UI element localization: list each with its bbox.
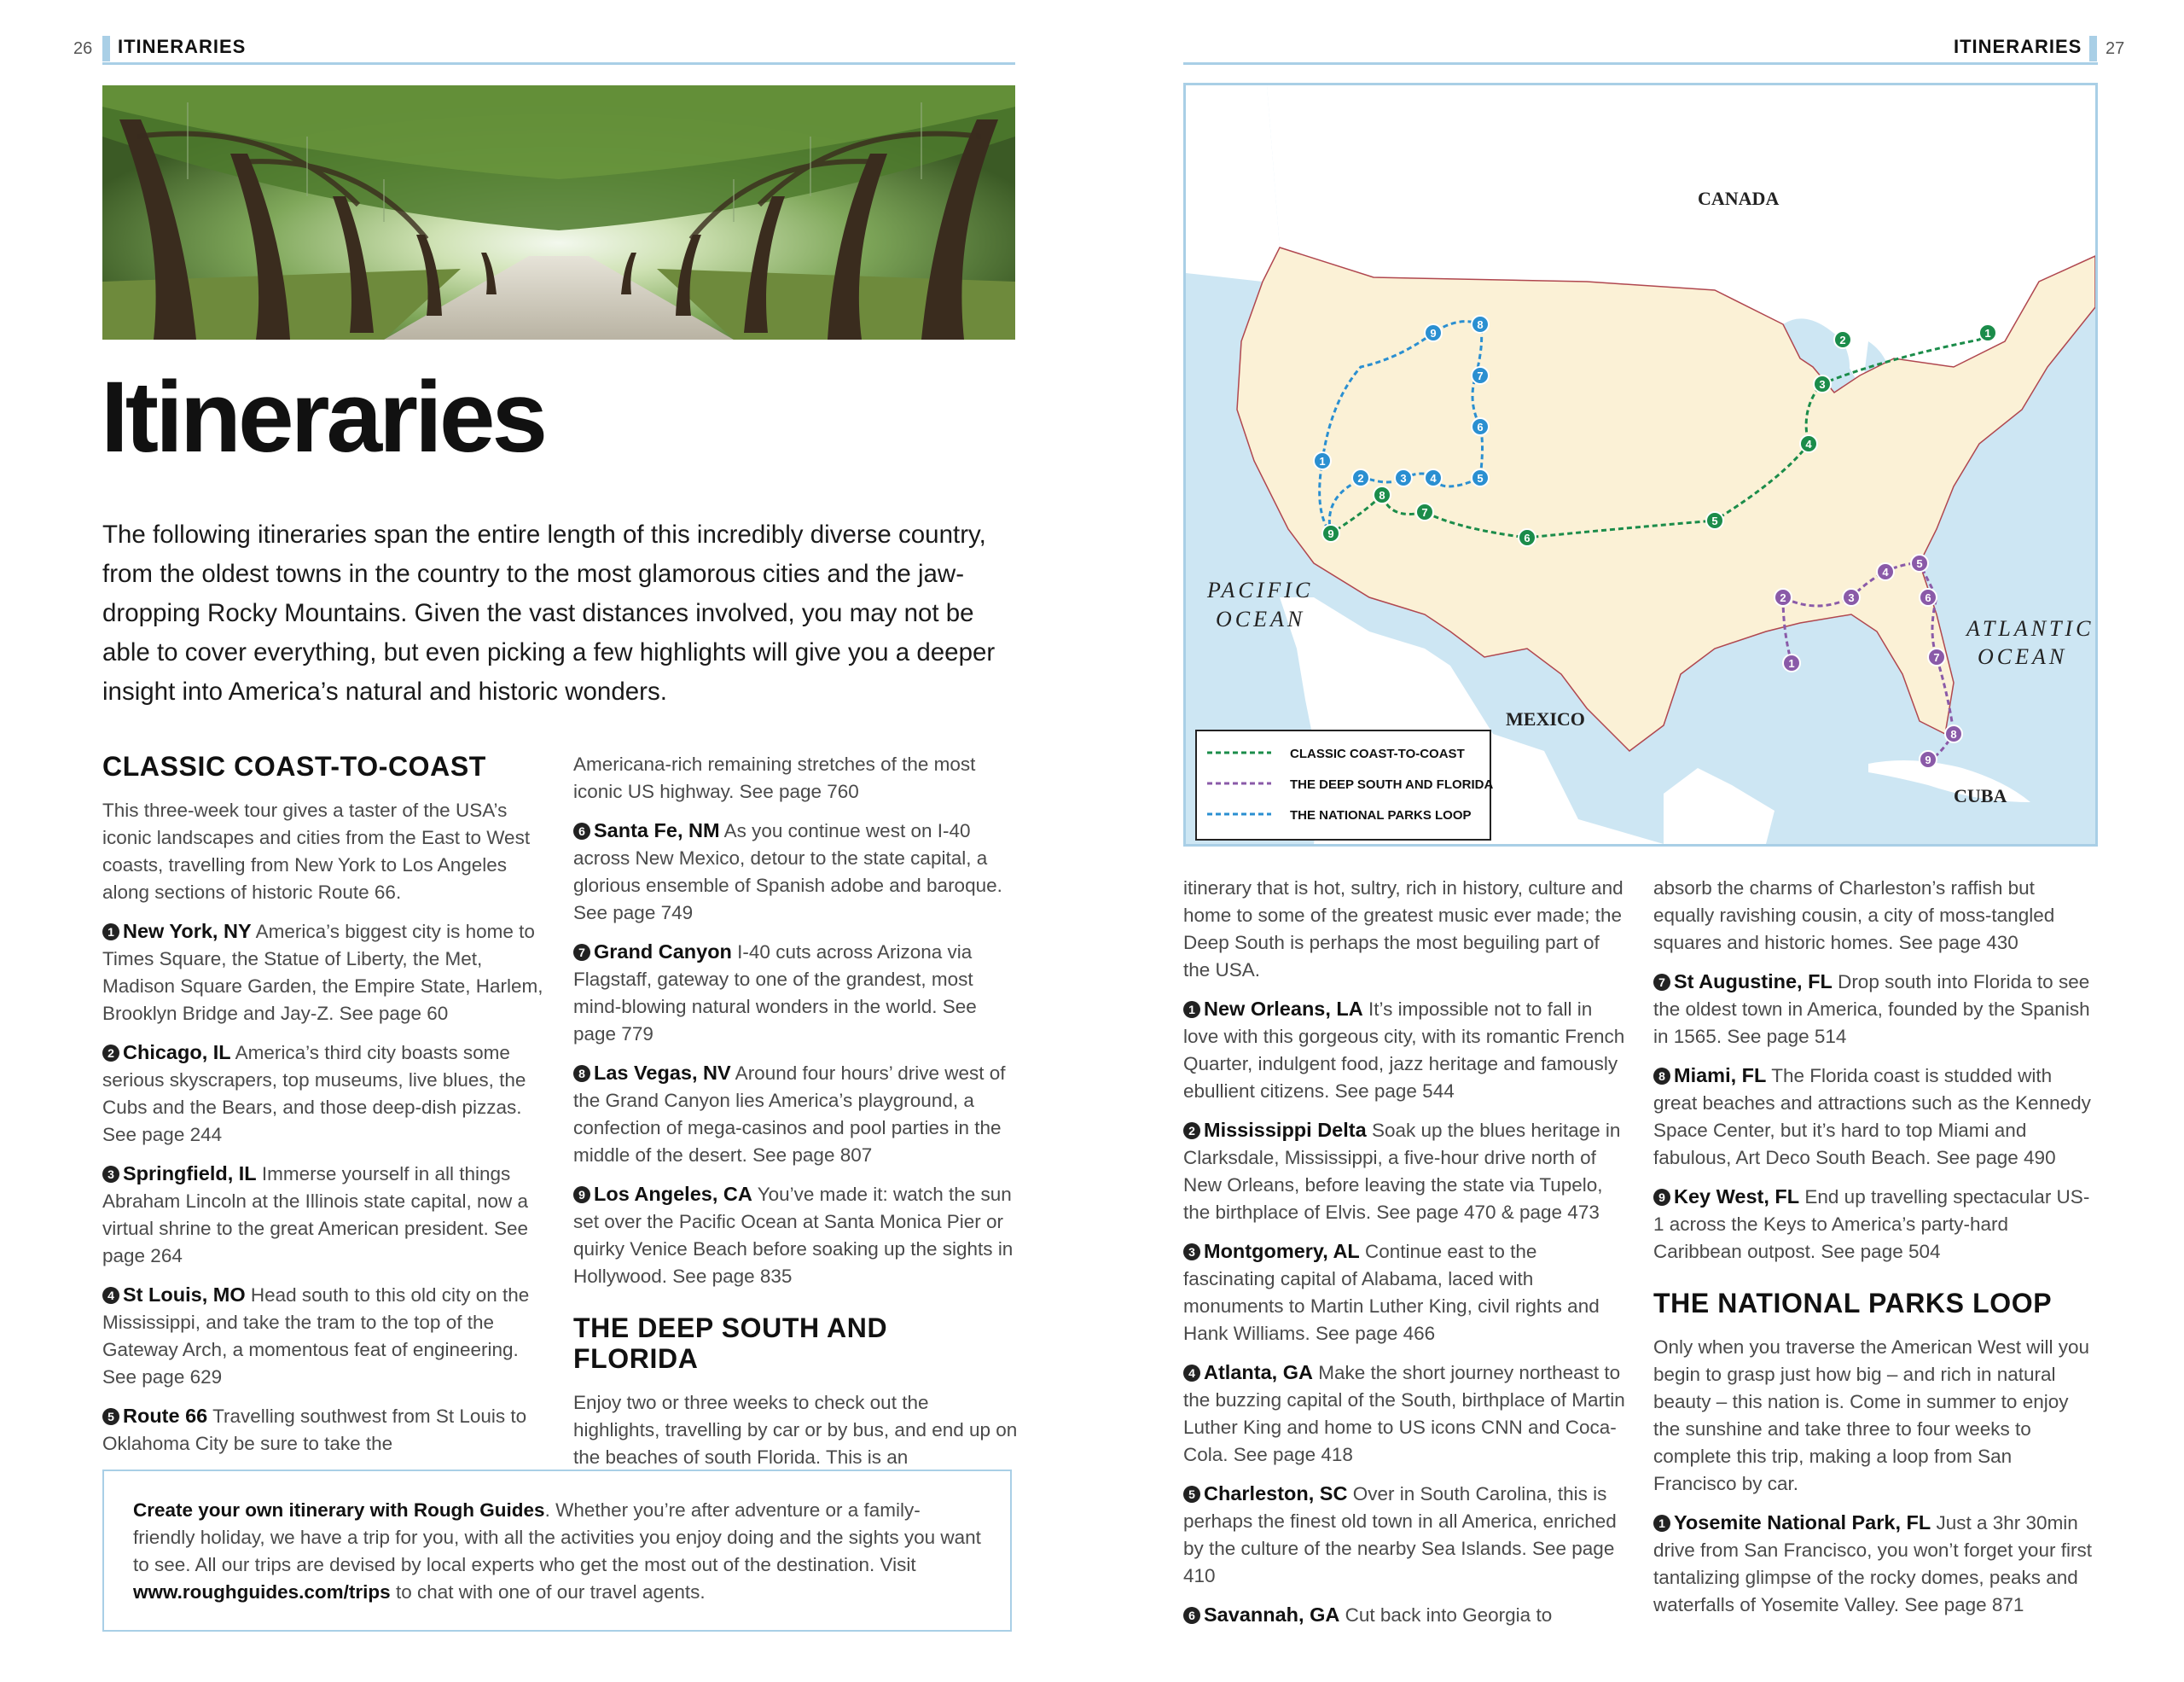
promo-box: [102, 1470, 1012, 1632]
south-stop: [1183, 1116, 1627, 1226]
stop-name: Santa Fe, NM: [594, 819, 720, 841]
coast-stop: [573, 938, 1019, 1048]
stop-number: 6: [1183, 1607, 1200, 1624]
parks-marker-label: 1: [1319, 455, 1326, 468]
stop-number: 4: [102, 1287, 119, 1304]
south-stop: [1653, 1183, 2097, 1266]
south-marker-label: 3: [1848, 591, 1855, 604]
parks-marker-label: 3: [1400, 472, 1407, 485]
stop-number: 5: [1183, 1486, 1200, 1503]
left-running-head-marker: [102, 36, 110, 61]
south-marker-label: 7: [1933, 651, 1940, 664]
parks-marker-label: 2: [1357, 472, 1364, 485]
stop-name: Springfield, IL: [123, 1162, 257, 1184]
promo-text: . Whether you’re after adventure or a family-friendly holiday, we have a trip for you, with all the activities you enjoy doing and the sights you want to see. All our trips are devised by local experts who get the most out of the destination. Visit: [133, 1499, 981, 1575]
right-page-number: 27: [2106, 39, 2125, 58]
south-stop: [1183, 995, 1627, 1105]
stop-number: 1: [102, 923, 119, 940]
coast-marker-label: 7: [1421, 506, 1428, 519]
canada-label: CANADA: [1698, 188, 1780, 209]
stop-description: Soak up the blues heritage in Clarksdale, Mississippi, a five-hour drive north of New Orleans, before leaving the state via Tupelo, the birthplace of Elvis. See page 470 & page 473: [1183, 1120, 1621, 1223]
stop-description: Make the short journey northeast to the buzzing capital of the South, birthplace of Martin Luther King and home to US icons CNN and Coca-Cola. See page 418: [1183, 1362, 1625, 1465]
parks-marker-label: 6: [1477, 421, 1484, 434]
stop-number: 2: [102, 1045, 119, 1062]
oak-avenue-photo: [102, 85, 1015, 340]
pacific-label-1: PACIFIC: [1207, 578, 1314, 602]
south-marker-label: 2: [1780, 591, 1786, 604]
stop-name: Grand Canyon: [594, 940, 732, 963]
stop-name: Montgomery, AL: [1204, 1240, 1360, 1262]
coast-stop: [102, 1039, 546, 1149]
stop-number: 3: [1183, 1243, 1200, 1260]
south-stop: [1183, 1359, 1627, 1469]
parks-stop: [1653, 1509, 2097, 1619]
south-stop: [1183, 1480, 1627, 1590]
right-running-head-marker: [2089, 36, 2097, 61]
stop-number: 7: [1653, 974, 1670, 991]
promo-link[interactable]: www.roughguides.com/trips: [133, 1581, 391, 1603]
parks-marker-label: 4: [1430, 472, 1437, 485]
stop-description: Drop south into Florida to see the oldest town in America, founded by the Spanish in 1565. See page 514: [1653, 971, 2090, 1047]
column-2: [573, 751, 1019, 1482]
right-head-rule: [1183, 62, 2098, 65]
legend-label-coast: CLASSIC COAST-TO-COAST: [1290, 747, 1465, 761]
left-running-head: ITINERARIES: [118, 36, 247, 57]
stop-description: It’s impossible not to fall in love with this gorgeous city, with its romantic French Quarter, indulgent food, jazz heritage and famously ebullient citizens. See page 544: [1183, 998, 1625, 1102]
coast-heading: CLASSIC COAST-TO-COAST: [102, 751, 486, 782]
parks-marker-label: 7: [1477, 370, 1484, 382]
stop-name: Atlanta, GA: [1204, 1361, 1313, 1383]
stop-name: Savannah, GA: [1204, 1603, 1340, 1626]
coast-marker-label: 2: [1839, 334, 1846, 346]
stop-number: 8: [573, 1065, 590, 1082]
stop-description: Over in South Carolina, this is perhaps the finest old town in all America, enriched by the culture of the nearby Sea Islands. See page 410: [1183, 1483, 1617, 1586]
stop-name: Charleston, SC: [1204, 1482, 1348, 1504]
stop-name: New York, NY: [123, 920, 252, 942]
map-legend: [1196, 730, 1494, 840]
south-marker-label: 8: [1950, 728, 1957, 741]
south-stop: [1183, 1601, 1627, 1629]
south-stop: [1653, 968, 2097, 1051]
parks-marker-label: 5: [1477, 472, 1484, 485]
coast-stop: [573, 1180, 1019, 1290]
south-continued: itinerary that is hot, sultry, rich in history, culture and home to some of the greatest music ever made; the Deep South is perhaps the most beguiling part of the USA.: [1183, 877, 1623, 981]
promo-lead: Create your own itinerary with Rough Guides: [133, 1499, 545, 1521]
stop-name: Los Angeles, CA: [594, 1183, 752, 1205]
south-marker-label: 6: [1925, 591, 1931, 604]
legend-label-south: THE DEEP SOUTH AND FLORIDA: [1290, 777, 1494, 792]
south-marker-label: 5: [1916, 557, 1923, 570]
south-stop: [1653, 1062, 2097, 1172]
column-3: [1183, 875, 1627, 1640]
page-title: Itineraries: [101, 361, 545, 474]
stop-description: Cut back into Georgia to: [1339, 1604, 1553, 1626]
coast-stop: [102, 1281, 546, 1391]
parks-heading: THE NATIONAL PARKS LOOP: [1653, 1288, 2053, 1318]
coast-stop: [573, 1059, 1019, 1169]
parks-marker-label: 8: [1477, 318, 1484, 331]
stop-description: Head south to this old city on the Mississippi, and take the tram to the top of the Gateway Arch, a momentous feat of engineering. See page 629: [102, 1284, 530, 1388]
stop-number: 9: [1653, 1189, 1670, 1206]
coast-marker-label: 3: [1819, 378, 1826, 391]
coast-marker-label: 4: [1805, 438, 1812, 451]
stop-name: St Augustine, FL: [1674, 970, 1833, 992]
stop-number: 8: [1653, 1068, 1670, 1085]
south-stops-list: [1183, 995, 1627, 1629]
atlantic-label-1: ATLANTIC: [1966, 616, 2094, 641]
coast-stop: [102, 1402, 546, 1458]
stop-name: Las Vegas, NV: [594, 1062, 731, 1084]
stop-name: Yosemite National Park, FL: [1674, 1511, 1931, 1534]
coast-marker-label: 9: [1327, 527, 1334, 540]
coast-stop: [102, 1160, 546, 1270]
south-marker-label: 9: [1925, 754, 1931, 766]
stop-description: End up travelling spectacular US-1 across the Keys to America’s party-hard Caribbean outpost. See page 504: [1653, 1186, 2090, 1262]
parks-intro: Only when you traverse the American West will you begin to grasp just how big – and rich in natural beauty – this nation is. Come in summer to enjoy the sunshine and take three to four weeks to complete this trip, making a loop from San Francisco by car.: [1653, 1336, 2090, 1494]
right-running-head: ITINERARIES: [1954, 36, 2082, 57]
stop-number: 5: [102, 1408, 119, 1425]
stop-description: As you continue west on I-40 across New Mexico, detour to the state capital, a glorious ensemble of Spanish adobe and baroque. See page 749: [573, 820, 1002, 923]
coast-marker-label: 1: [1984, 327, 1991, 340]
pacific-label-2: OCEAN: [1216, 607, 1306, 631]
coast-marker-label: 8: [1379, 489, 1385, 502]
coast-continued: Americana-rich remaining stretches of the most iconic US highway. See page 760: [573, 754, 976, 802]
column-4: [1653, 875, 2097, 1630]
south-intro: Enjoy two or three weeks to check out the highlights, travelling by car or by bus, and end up on the beaches of south Florida. This is an: [573, 1392, 1018, 1468]
stop-description: Around four hours’ drive west of the Grand Canyon lies America’s playground, a confection of mega-casinos and pool parties in the middle of the desert. See page 807: [573, 1062, 1006, 1166]
stop-number: 2: [1183, 1122, 1200, 1139]
left-page-number: 26: [73, 39, 93, 58]
stop-number: 1: [1183, 1001, 1200, 1018]
stop-description: Immerse yourself in all things Abraham Lincoln at the Illinois state capital, now a virtual shrine to the great American president. See page 264: [102, 1163, 529, 1266]
coast-marker-label: 5: [1711, 515, 1718, 527]
stop-description: America’s third city boasts some serious skyscrapers, top museums, live blues, the Cubs and the Bears, and those deep-dish pizzas. See page 244: [102, 1042, 526, 1145]
stop-name: New Orleans, LA: [1204, 998, 1363, 1020]
coast-intro: This three-week tour gives a taster of the USA’s iconic landscapes and cities from the East to West coasts, travelling from New York to Los Angeles along sections of historic Route 66.: [102, 800, 531, 903]
stop-number: 3: [102, 1166, 119, 1183]
stop-description: Travelling southwest from St Louis to Oklahoma City be sure to take the: [102, 1406, 527, 1454]
stop-description: I-40 cuts across Arizona via Flagstaff, gateway to one of the grandest, most mind-blowing natural wonders in the world. See page 779: [573, 941, 977, 1045]
south-marker-label: 4: [1882, 566, 1889, 579]
parks-stops-list: [1653, 1509, 2097, 1619]
coast-stop: [102, 917, 546, 1027]
south-stop: [1183, 1237, 1627, 1347]
south-marker-label: 1: [1788, 657, 1795, 670]
promo-tail: to chat with one of our travel agents.: [390, 1581, 706, 1603]
stop-name: Miami, FL: [1674, 1064, 1767, 1086]
mexico-label: MEXICO: [1506, 708, 1585, 730]
legend-label-parks: THE NATIONAL PARKS LOOP: [1290, 808, 1472, 823]
stop-description: America’s biggest city is home to Times Square, the Statue of Liberty, the Met, Madison Square Garden, the Empire State, Harlem, Brooklyn Bridge and Jay-Z. See page 60: [102, 921, 543, 1024]
cuba-label: CUBA: [1954, 785, 2007, 806]
stop-number: 1: [1653, 1515, 1670, 1532]
south-heading: THE DEEP SOUTH AND FLORIDA: [573, 1312, 888, 1374]
south-stops-list-2: [1653, 968, 2097, 1266]
stop-name: Chicago, IL: [123, 1041, 231, 1063]
stop-name: St Louis, MO: [123, 1283, 246, 1306]
stop-number: 6: [573, 823, 590, 840]
left-head-rule: [102, 62, 1015, 65]
coast-stops-list: [102, 917, 546, 1458]
stop-number: 7: [573, 944, 590, 961]
stop-description: The Florida coast is studded with great beaches and attractions such as the Kennedy Space Center, but it’s hard to top Miami and fabulous, Art Deco South Beach. See page 490: [1653, 1065, 2091, 1168]
stop-description: Continue east to the fascinating capital of Alabama, laced with monuments to Martin Luther King, civil rights and Hank Williams. See page 466: [1183, 1241, 1600, 1344]
stop-description: Just a 3hr 30min drive from San Francisco, you won’t forget your first tantalizing glimpse of the rocky domes, peaks and waterfalls of Yosemite Valley. See page 871: [1653, 1512, 2092, 1615]
intro-paragraph: The following itineraries span the entire length of this incredibly diverse country, from the oldest towns in the country to the most glamorous cities and the jaw-dropping Rocky Mountains. Given the vast distances involved, you may not be able to cover everything, but even picking a few highlights will give you a deeper insight into America’s natural and historic wonders.: [102, 521, 996, 706]
stop-number: 9: [573, 1186, 590, 1203]
stop-number: 4: [1183, 1365, 1200, 1382]
south-continued-2: absorb the charms of Charleston’s raffish but equally ravishing cousin, a city of moss-tangled squares and historic homes. See page 430: [1653, 877, 2055, 953]
stop-name: Route 66: [123, 1405, 208, 1427]
stop-name: Key West, FL: [1674, 1185, 1800, 1208]
coast-stops-list-2: [573, 817, 1019, 1290]
column-1: [102, 751, 546, 1469]
atlantic-label-2: OCEAN: [1978, 644, 2068, 669]
coast-marker-label: 6: [1524, 532, 1531, 544]
stop-name: Mississippi Delta: [1204, 1119, 1367, 1141]
coast-stop: [573, 817, 1019, 927]
stop-description: You’ve made it: watch the sun set over the Pacific Ocean at Santa Monica Pier or quirky Venice Beach before soaking up the sights in Hollywood. See page 835: [573, 1184, 1014, 1287]
itinerary-map: [1183, 83, 2098, 847]
parks-marker-label: 9: [1430, 327, 1437, 340]
